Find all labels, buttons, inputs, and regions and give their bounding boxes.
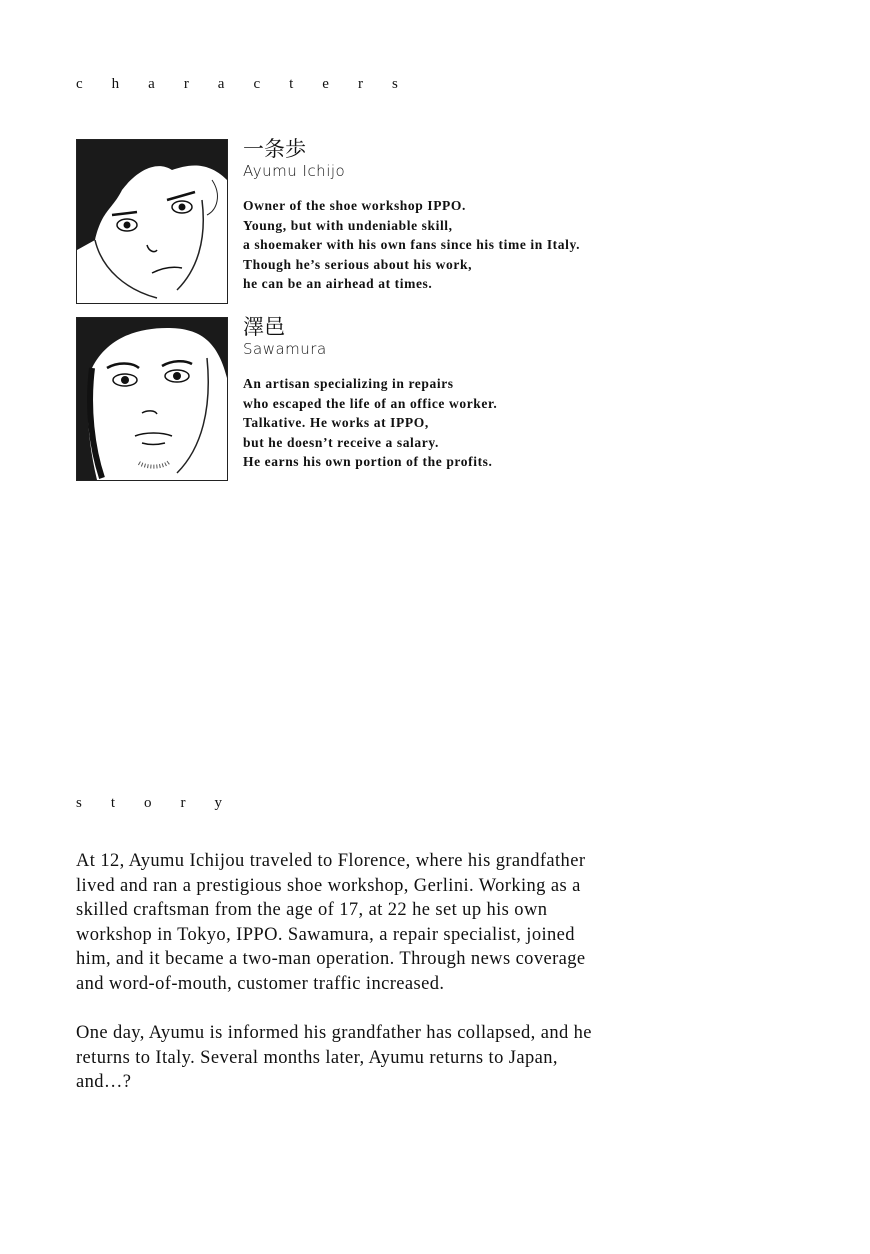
story-heading: story [76, 795, 251, 811]
characters-heading: characters [76, 76, 427, 92]
portrait-sawamura [76, 317, 228, 481]
portrait-ayumu-ichijo [76, 139, 228, 304]
story-line: skilled craftsman from the age of 17, at 22 he set up his own [76, 900, 548, 921]
story-line: lived and ran a prestigious shoe workshop, Gerlini. Working as a [76, 875, 581, 896]
story-line: returns to Italy. Several months later, Ayumu returns to Japan, [76, 1047, 558, 1068]
character-en-name: Ayumu Ichijo [243, 162, 346, 180]
description-line: he can be an airhead at times. [243, 276, 433, 292]
story-line: One day, Ayumu is informed his grandfather has collapsed, and he [76, 1023, 592, 1044]
story-line: workshop in Tokyo, IPPO. Sawamura, a repair specialist, joined [76, 924, 575, 945]
story-line: At 12, Ayumu Ichijou traveled to Florence, where his grandfather [76, 851, 586, 871]
story-text [76, 849, 592, 1120]
character-jp-name: 澤邑 [243, 315, 285, 339]
story-paragraph [76, 849, 592, 997]
ayumu-portrait-drawing [77, 140, 227, 303]
character-info-sawamura [243, 315, 497, 472]
description-line: a shoemaker with his own fans since his time in Italy. [243, 237, 581, 253]
character-info-ayumu [243, 137, 580, 294]
character-description [243, 196, 580, 294]
description-line: Though he’s serious about his work, [243, 256, 473, 272]
story-line: him, and it became a two-man operation. Through news coverage [76, 949, 586, 970]
story-paragraph [76, 1021, 592, 1095]
description-line: but he doesn’t receive a salary. [243, 434, 439, 450]
story-line: and word-of-mouth, customer traffic increased. [76, 973, 445, 994]
description-line: Owner of the shoe workshop IPPO. [243, 198, 466, 213]
description-line: Young, but with undeniable skill, [243, 217, 453, 233]
description-line: He earns his own portion of the profits. [243, 454, 493, 470]
character-jp-name: 一条歩 [243, 137, 306, 161]
description-line: Talkative. He works at IPPO, [243, 415, 429, 431]
description-line: An artisan specializing in repairs [243, 376, 454, 391]
character-en-name: Sawamura [243, 340, 327, 358]
description-line: who escaped the life of an office worker. [243, 395, 498, 411]
sawamura-portrait-drawing [77, 318, 227, 480]
story-line: and…? [76, 1072, 132, 1093]
character-description [243, 374, 497, 472]
